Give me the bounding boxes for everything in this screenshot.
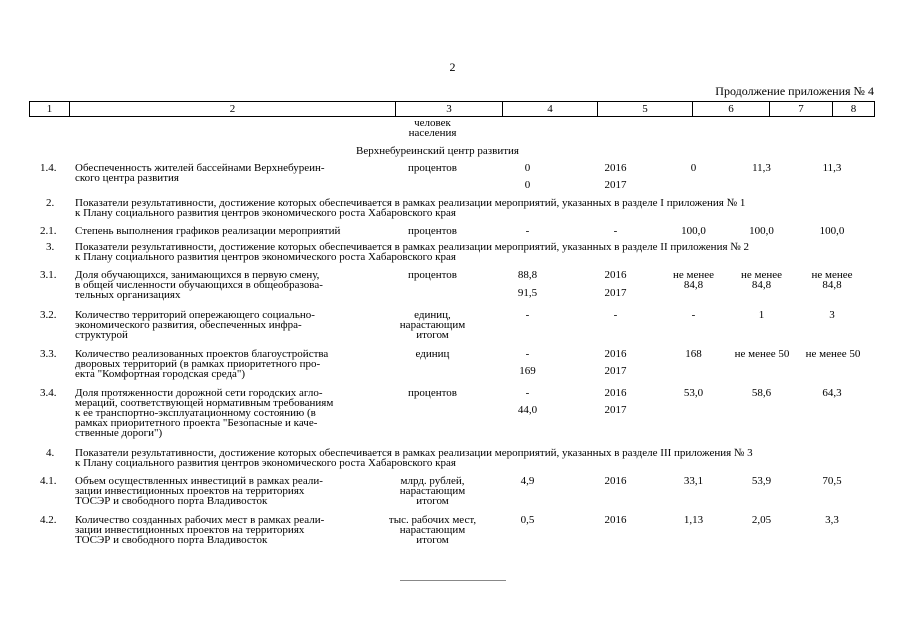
indicator-name: Доля обучающихся, занимающихся в первую смену, (75, 269, 320, 281)
value-col7: 100,0 (749, 225, 774, 237)
base-value: 44,0 (517, 404, 538, 416)
indicator-name: в общей численности обучающихся в общеобразова- (75, 279, 323, 291)
section-title: к Плану социального развития центров экономического роста Хабаровского края (75, 251, 456, 263)
unit: итогом (416, 329, 449, 341)
unit: тыс. рабочих мест, (388, 514, 477, 526)
base-year: - (613, 309, 618, 321)
value-col6: 168 (685, 348, 702, 360)
page-number: 2 (449, 60, 456, 74)
header-col-4: 4 (503, 102, 598, 117)
unit: итогом (416, 495, 449, 507)
indicator-name: зации инвестиционных проектов на территориях (75, 485, 305, 497)
base-year: 2017 (604, 287, 627, 299)
indicator-name: Объем осуществленных инвестиций в рамках реали- (75, 475, 323, 487)
indicator-name: рамках приоритетного проекта "Безопасные и каче- (75, 417, 318, 429)
indicator-name: Количество реализованных проектов благоустройства (75, 348, 329, 360)
base-value: 169 (519, 365, 536, 377)
unit: процентов (408, 269, 457, 281)
header-col-6: 6 (693, 102, 770, 117)
value-col8: не менее 50 (805, 348, 861, 360)
unit: единиц (415, 348, 450, 360)
indicator-name: тельных организациях (75, 289, 181, 301)
base-year: 2016 (604, 514, 627, 526)
value-col8: 3,3 (825, 514, 839, 526)
base-value: - (525, 387, 530, 399)
indicator-name: к ее транспортно-эксплуатационному состоянию (в (75, 407, 316, 419)
indicator-name: ственные дороги") (75, 427, 163, 439)
base-value: 0 (524, 162, 531, 174)
unit-carryover-2: населения (408, 127, 457, 139)
base-value: 88,8 (517, 269, 538, 281)
indicator-name: Количество территорий опережающего социально- (75, 309, 315, 321)
value-col8: 84,8 (822, 279, 842, 291)
base-value: - (525, 225, 530, 237)
base-year: 2016 (604, 348, 627, 360)
indicator-name: экономического развития, обеспеченных инфра- (75, 319, 302, 331)
value-col8: 3 (829, 309, 835, 321)
footer-divider (400, 580, 506, 581)
continuation-label: Продолжение приложения № 4 (715, 84, 874, 98)
value-col7: не менее (740, 269, 782, 281)
unit: процентов (408, 387, 457, 399)
indicator-name: Степень выполнения графиков реализации мероприятий (75, 225, 341, 237)
center-title: Верхнебуреинский центр развития (356, 145, 519, 157)
value-col6: - (691, 309, 696, 321)
unit-carryover-1: человек (414, 117, 451, 129)
unit: нарастающим (399, 485, 466, 497)
value-col8: 64,3 (822, 387, 842, 399)
base-value: - (525, 348, 530, 360)
value-col6: 53,0 (683, 387, 704, 399)
section-title: к Плану социального развития центров экономического роста Хабаровского края (75, 207, 456, 219)
base-year: 2017 (604, 365, 627, 377)
value-col8: не менее (811, 269, 853, 281)
row-number: 4.2. (40, 514, 57, 526)
value-col6: 0 (690, 162, 697, 174)
value-col8: 11,3 (822, 162, 842, 174)
unit: нарастающим (399, 524, 466, 536)
section-number: 2. (46, 197, 55, 209)
row-number: 4.1. (40, 475, 57, 487)
base-year: 2017 (604, 404, 627, 416)
value-col7: 84,8 (751, 279, 772, 291)
section-number: 4. (46, 447, 55, 459)
base-value: 4,9 (520, 475, 535, 487)
row-number: 3.2. (40, 309, 57, 321)
row-number: 3.4. (40, 387, 57, 399)
value-col7: 1 (758, 309, 765, 321)
column-number-header (29, 101, 875, 117)
section-title: к Плану социального развития центров экономического роста Хабаровского края (75, 457, 456, 469)
base-value: - (525, 309, 530, 321)
base-year: 2016 (604, 162, 627, 174)
unit: млрд. рублей, (400, 475, 465, 487)
section-number: 3. (46, 241, 55, 253)
indicator-name: Доля протяженности дорожной сети городских агло- (75, 387, 323, 399)
header-col-3: 3 (396, 102, 503, 117)
row-number: 2.1. (40, 225, 57, 237)
row-number: 3.3. (40, 348, 57, 360)
header-col-8: 8 (833, 102, 875, 117)
indicator-name: ского центра развития (75, 172, 179, 184)
section-title: Показатели результативности, достижение которых обеспечивается в рамках реализации мероприятий, указанных в разделе III приложения № 3 (75, 447, 753, 459)
value-col6: 100,0 (681, 225, 706, 237)
indicator-name: структурой (75, 329, 128, 341)
indicator-name: Количество созданных рабочих мест в рамках реали- (75, 514, 325, 526)
base-year: 2017 (604, 179, 627, 191)
value-col7: 58,6 (751, 387, 772, 399)
header-col-2: 2 (70, 102, 396, 117)
base-year: 2016 (604, 269, 627, 281)
section-title: Показатели результативности, достижение которых обеспечивается в рамках реализации мероприятий, указанных в разделе I приложения № 1 (75, 197, 746, 209)
value-col7: 11,3 (752, 162, 771, 174)
indicator-name: дворовых территорий (в рамках приоритетного про- (75, 358, 321, 370)
base-value: 91,5 (517, 287, 538, 299)
value-col7: не менее 50 (734, 348, 790, 360)
header-col-7: 7 (770, 102, 833, 117)
unit: процентов (408, 162, 457, 174)
unit: итогом (416, 534, 449, 546)
header-col-5: 5 (598, 102, 693, 117)
header-col-1: 1 (30, 102, 70, 117)
value-col6: 1,13 (683, 514, 704, 526)
row-number: 1.4. (40, 162, 57, 174)
base-value: 0,5 (520, 514, 535, 526)
value-col8: 70,5 (822, 475, 842, 487)
unit: процентов (408, 225, 457, 237)
section-title: Показатели результативности, достижение которых обеспечивается в рамках реализации мероприятий, указанных в разделе II приложения № 2 (75, 241, 750, 253)
base-value: 0 (524, 179, 531, 191)
base-year: 2016 (604, 475, 627, 487)
indicator-name: зации инвестиционных проектов на территориях (75, 524, 305, 536)
unit: нарастающим (399, 319, 466, 331)
base-year: 2016 (604, 387, 627, 399)
value-col8: 100,0 (819, 225, 845, 237)
indicator-name: ТОСЭР и свободного порта Владивосток (75, 534, 268, 546)
unit: единиц, (414, 309, 451, 321)
value-col6: не менее (672, 269, 714, 281)
row-number: 3.1. (40, 269, 57, 281)
value-col6: 84,8 (683, 279, 704, 291)
base-year: - (613, 225, 618, 237)
indicator-name: Обеспеченность жителей бассейнами Верхнебуреин- (75, 162, 325, 174)
indicator-name: екта "Комфортная городская среда") (75, 368, 246, 380)
indicator-name: мераций, соответствующей нормативным требованиям (75, 397, 334, 409)
value-col7: 2,05 (751, 514, 772, 526)
value-col6: 33,1 (683, 475, 704, 487)
indicator-name: ТОСЭР и свободного порта Владивосток (75, 495, 268, 507)
value-col7: 53,9 (751, 475, 772, 487)
